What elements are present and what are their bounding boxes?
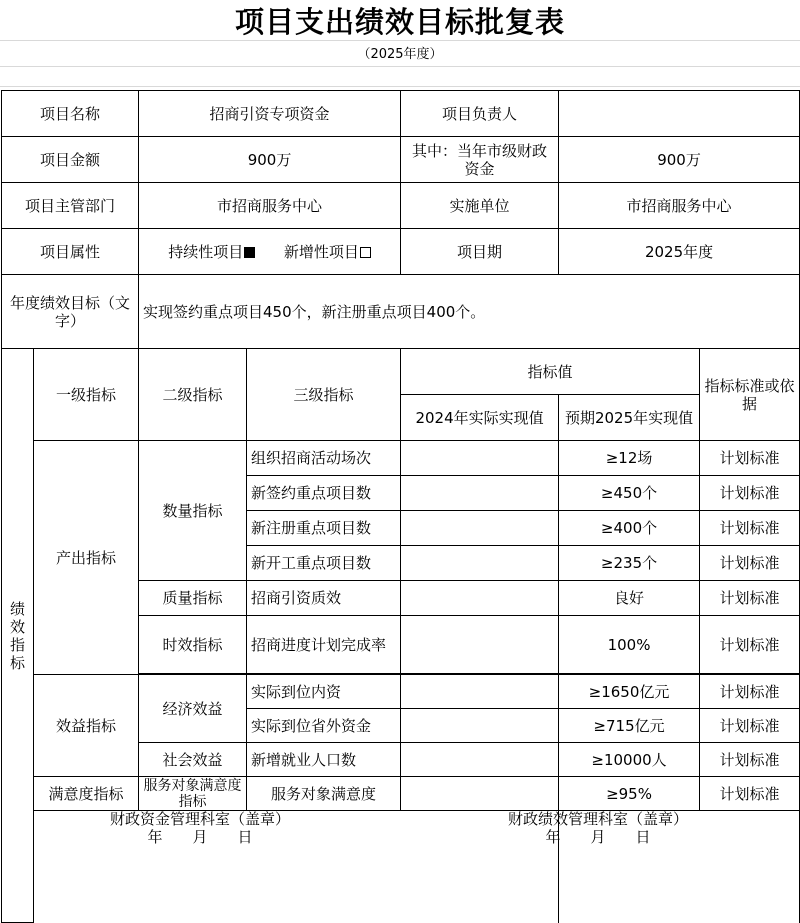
- row-attribute: [2, 229, 800, 275]
- indicator-name: 新注册重点项目数: [247, 511, 401, 546]
- signature-right: [458, 810, 738, 846]
- indicator-standard[interactable]: 计划标准: [700, 476, 800, 511]
- row-project-amount: [2, 137, 800, 183]
- indicator-expected-2025[interactable]: ≥235个: [559, 546, 700, 581]
- value-attribute[interactable]: [139, 229, 401, 275]
- page-subtitle: （2025年度）: [357, 47, 443, 62]
- header-actual-2024: 2024年实际实现值: [401, 395, 559, 441]
- indicator-actual-2024[interactable]: [401, 441, 559, 476]
- indicator-actual-2024[interactable]: [401, 709, 559, 743]
- label-period: 项目期: [401, 229, 559, 275]
- checked-box-icon[interactable]: [244, 247, 255, 258]
- value-project-name[interactable]: 招商引资专项资金: [139, 91, 401, 137]
- value-city-funds[interactable]: 900万: [559, 137, 800, 183]
- level2-quantity: 数量指标: [139, 441, 247, 581]
- header-level1: 一级指标: [34, 349, 139, 441]
- indicator-expected-2025[interactable]: ≥400个: [559, 511, 700, 546]
- indicator-expected-2025[interactable]: ≥10000人: [559, 743, 700, 777]
- indicator-name: 实际到位省外资金: [247, 709, 401, 743]
- label-impl-unit: 实施单位: [401, 183, 559, 229]
- indicator-standard[interactable]: 计划标准: [700, 441, 800, 476]
- level2-service: 服务对象满意度指标: [139, 777, 247, 811]
- indicator-expected-2025[interactable]: 100%: [559, 616, 700, 674]
- indicator-actual-2024[interactable]: [401, 511, 559, 546]
- indicator-standard[interactable]: 计划标准: [700, 546, 800, 581]
- label-city-funds: 其中：当年市级财政资金: [401, 137, 559, 183]
- indicator-actual-2024[interactable]: [401, 616, 559, 674]
- label-dept: 项目主管部门: [2, 183, 139, 229]
- indicator-name: 服务对象满意度: [247, 777, 401, 811]
- indicator-actual-2024[interactable]: [401, 546, 559, 581]
- level1-output: 产出指标: [34, 441, 139, 675]
- value-dept[interactable]: 市招商服务中心: [139, 183, 401, 229]
- level2-quality: 质量指标: [139, 581, 247, 616]
- level2-social: 社会效益: [139, 743, 247, 777]
- indicator-actual-2024[interactable]: [401, 581, 559, 616]
- header-standard: 指标标准或依据: [700, 349, 800, 441]
- indicator-row: [2, 777, 800, 811]
- attr-continuing-label: 持续性项目: [168, 242, 244, 261]
- indicator-standard[interactable]: 计划标准: [700, 511, 800, 546]
- label-attribute: 项目属性: [2, 229, 139, 275]
- row-project-name: [2, 91, 800, 137]
- indicator-name: 新开工重点项目数: [247, 546, 401, 581]
- value-period[interactable]: 2025年度: [559, 229, 800, 275]
- value-impl-unit[interactable]: 市招商服务中心: [559, 183, 800, 229]
- indicator-name: 新签约重点项目数: [247, 476, 401, 511]
- indicator-name: 实际到位内资: [247, 675, 401, 709]
- indicator-expected-2025[interactable]: ≥715亿元: [559, 709, 700, 743]
- signature-left-date: 年 月 日: [147, 828, 253, 846]
- row-header-1: [2, 349, 800, 395]
- attr-new-label: 新增性项目: [283, 242, 359, 261]
- indicator-name: 组织招商活动场次: [247, 441, 401, 476]
- label-perf-indicator: 绩效指标: [2, 349, 34, 923]
- indicator-expected-2025[interactable]: ≥12场: [559, 441, 700, 476]
- indicator-expected-2025[interactable]: ≥450个: [559, 476, 700, 511]
- page-title: 项目支出绩效目标批复表: [234, 5, 565, 39]
- indicator-standard[interactable]: 计划标准: [700, 743, 800, 777]
- value-project-amount[interactable]: 900万: [139, 137, 401, 183]
- row-dept: [2, 183, 800, 229]
- indicator-standard[interactable]: 计划标准: [700, 777, 800, 811]
- header-level2: 二级指标: [139, 349, 247, 441]
- label-annual-goal: 年度绩效目标（文字）: [2, 275, 139, 349]
- indicator-expected-2025[interactable]: ≥1650亿元: [559, 675, 700, 709]
- indicator-name: 招商进度计划完成率: [247, 616, 401, 674]
- header-expected-2025: 预期2025年实现值: [559, 395, 700, 441]
- label-project-leader: 项目负责人: [401, 91, 559, 137]
- level1-benefit: 效益指标: [34, 675, 139, 777]
- indicator-actual-2024[interactable]: [401, 743, 559, 777]
- sheet-gridline: [0, 66, 800, 67]
- signature-left-office: 财政资金管理科室（盖章）: [109, 810, 290, 828]
- sheet-gridline: [0, 86, 800, 87]
- header-level3: 三级指标: [247, 349, 401, 441]
- indicator-actual-2024[interactable]: [401, 476, 559, 511]
- value-annual-goal[interactable]: 实现签约重点项目450个，新注册重点项目400个。: [139, 275, 800, 349]
- indicator-name: 招商引资质效: [247, 581, 401, 616]
- indicator-actual-2024[interactable]: [401, 777, 559, 811]
- label-project-name: 项目名称: [2, 91, 139, 137]
- level2-timeliness: 时效指标: [139, 616, 247, 674]
- indicator-standard[interactable]: 计划标准: [700, 581, 800, 616]
- sheet-gridline: [0, 40, 800, 41]
- label-project-amount: 项目金额: [2, 137, 139, 183]
- performance-table: [1, 90, 800, 923]
- indicator-expected-2025[interactable]: ≥95%: [559, 777, 700, 811]
- indicator-standard[interactable]: 计划标准: [700, 675, 800, 709]
- indicator-standard[interactable]: 计划标准: [700, 709, 800, 743]
- signature-left: [60, 810, 340, 846]
- indicator-expected-2025[interactable]: 良好: [559, 581, 700, 616]
- level1-satisfaction: 满意度指标: [34, 777, 139, 811]
- indicator-name: 新增就业人口数: [247, 743, 401, 777]
- value-project-leader[interactable]: [559, 91, 800, 137]
- indicator-row: [2, 675, 800, 709]
- level2-economic: 经济效益: [139, 675, 247, 743]
- indicator-standard[interactable]: 计划标准: [700, 616, 800, 674]
- signature-right-office: 财政绩效管理科室（盖章）: [507, 810, 688, 828]
- header-indicator-value: 指标值: [401, 349, 700, 395]
- indicator-actual-2024[interactable]: [401, 675, 559, 709]
- unchecked-box-icon[interactable]: [360, 247, 371, 258]
- indicator-row: [2, 441, 800, 476]
- signature-right-date: 年 月 日: [545, 828, 651, 846]
- row-annual-goal: [2, 275, 800, 349]
